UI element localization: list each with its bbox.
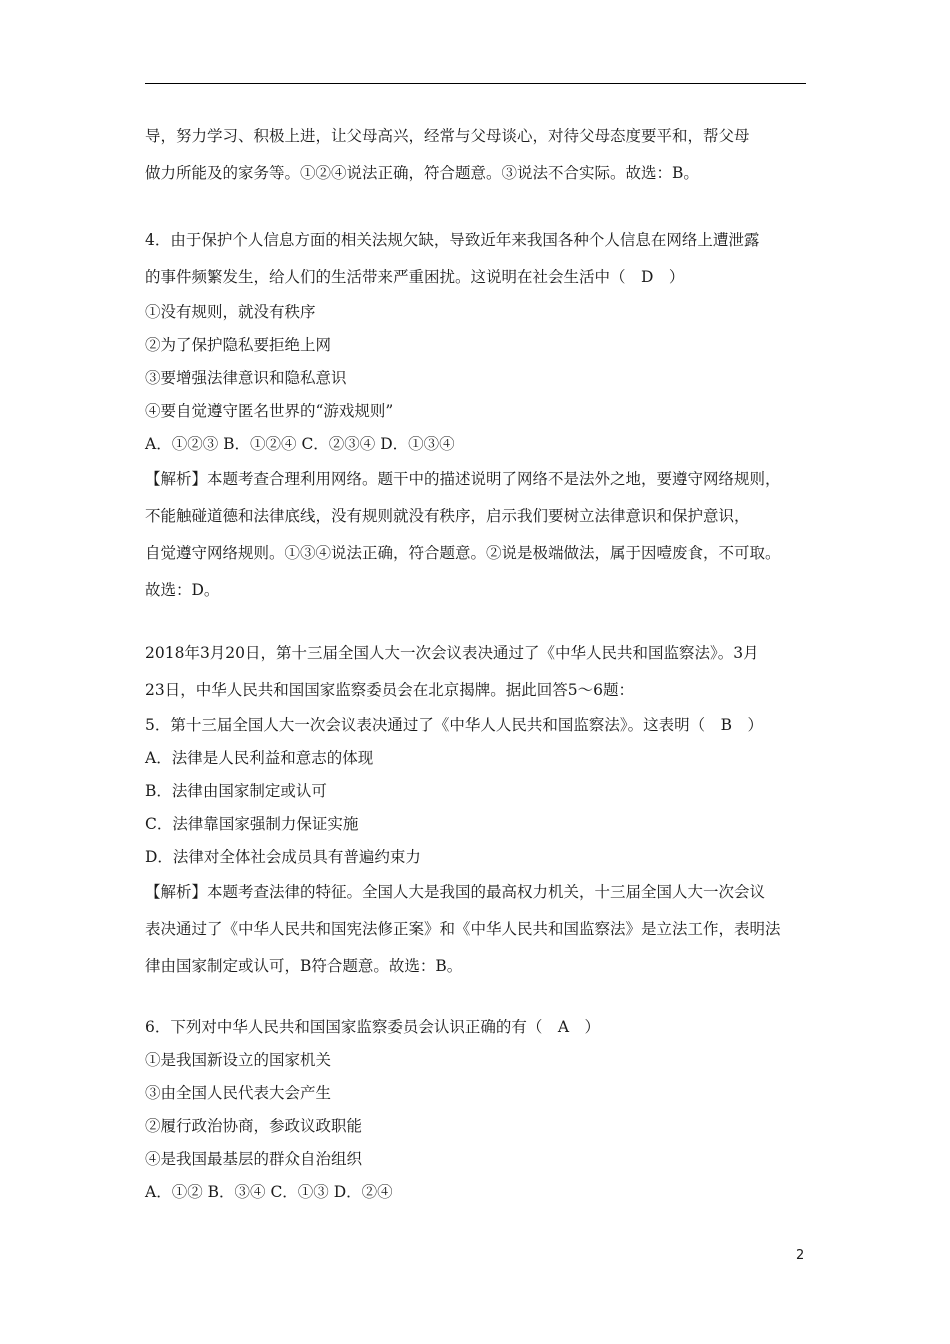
question-6-choices: A．①② B．③④ C．①③ D．②④ bbox=[145, 1183, 393, 1201]
question-4-analysis: 自觉遵守网络规则。①③④说法正确，符合题意。②说是极端做法，属于因噎废食，不可取。 bbox=[145, 544, 781, 562]
question-5-analysis: 律由国家制定或认可，B符合题意。故选：B。 bbox=[145, 957, 463, 975]
page-number: 2 bbox=[796, 1248, 805, 1263]
question-4-choices: A．①②③ B．①②④ C．②③④ D．①③④ bbox=[145, 435, 455, 453]
page-content bbox=[145, 118, 815, 1209]
text-line: 导，努力学习、积极上进，让父母高兴，经常与父母谈心，对待父母态度要平和，帮父母 bbox=[145, 127, 750, 145]
question-5-stem: 5．第十三届全国人大一次会议表决通过了《中华人人民共和国监察法》。这表明（ B ） bbox=[145, 716, 764, 734]
question-5-option: B．法律由国家制定或认可 bbox=[145, 782, 327, 800]
question-6-option: ②履行政治协商，参政议政职能 bbox=[145, 1117, 363, 1135]
question-5-analysis: 表决通过了《中华人民共和国宪法修正案》和《中华人民共和国监察法》是立法工作，表明法 bbox=[145, 920, 781, 938]
question-6-stem: 6．下列对中华人民共和国国家监察委员会认识正确的有（ A ） bbox=[145, 1018, 601, 1036]
question-6-option: ③由全国人民代表大会产生 bbox=[145, 1084, 332, 1102]
question-4-answer: 故选：D。 bbox=[145, 581, 220, 599]
header-rule bbox=[145, 83, 806, 84]
question-4-stem: 的事件频繁发生，给人们的生活带来严重困扰。这说明在社会生活中（ D ） bbox=[145, 268, 685, 286]
text-line: 做力所能及的家务等。①②④说法正确，符合题意。③说法不合实际。故选：B。 bbox=[145, 164, 699, 182]
question-4-stem: 4．由于保护个人信息方面的相关法规欠缺，导致近年来我国各种个人信息在网络上遭泄露 bbox=[145, 231, 760, 249]
material-text: 23日，中华人民共和国国家监察委员会在北京揭牌。据此回答5～6题： bbox=[145, 681, 634, 699]
question-6-option: ①是我国新设立的国家机关 bbox=[145, 1051, 332, 1069]
question-4-analysis: 【解析】本题考查合理利用网络。题干中的描述说明了网络不是法外之地，要遵守网络规则， bbox=[145, 470, 781, 488]
question-5-option: A．法律是人民利益和意志的体现 bbox=[145, 749, 374, 767]
question-4-option: ③要增强法律意识和隐私意识 bbox=[145, 369, 347, 387]
question-5-option: C．法律靠国家强制力保证实施 bbox=[145, 815, 359, 833]
question-5-option: D．法律对全体社会成员具有普遍约束力 bbox=[145, 848, 421, 866]
question-5-analysis: 【解析】本题考查法律的特征。全国人大是我国的最高权力机关，十三届全国人大一次会议 bbox=[145, 883, 766, 901]
material-text: 2018年3月20日，第十三届全国人大一次会议表决通过了《中华人民共和国监察法》。3月 bbox=[145, 644, 759, 662]
question-6-option: ④是我国最基层的群众自治组织 bbox=[145, 1150, 363, 1168]
question-4-option: ①没有规则，就没有秩序 bbox=[145, 303, 316, 321]
question-4-option: ④要自觉遵守匿名世界的“游戏规则” bbox=[145, 402, 394, 420]
question-4-analysis: 不能触碰道德和法律底线，没有规则就没有秩序，启示我们要树立法律意识和保护意识， bbox=[145, 507, 750, 525]
question-4-option: ②为了保护隐私要拒绝上网 bbox=[145, 336, 332, 354]
